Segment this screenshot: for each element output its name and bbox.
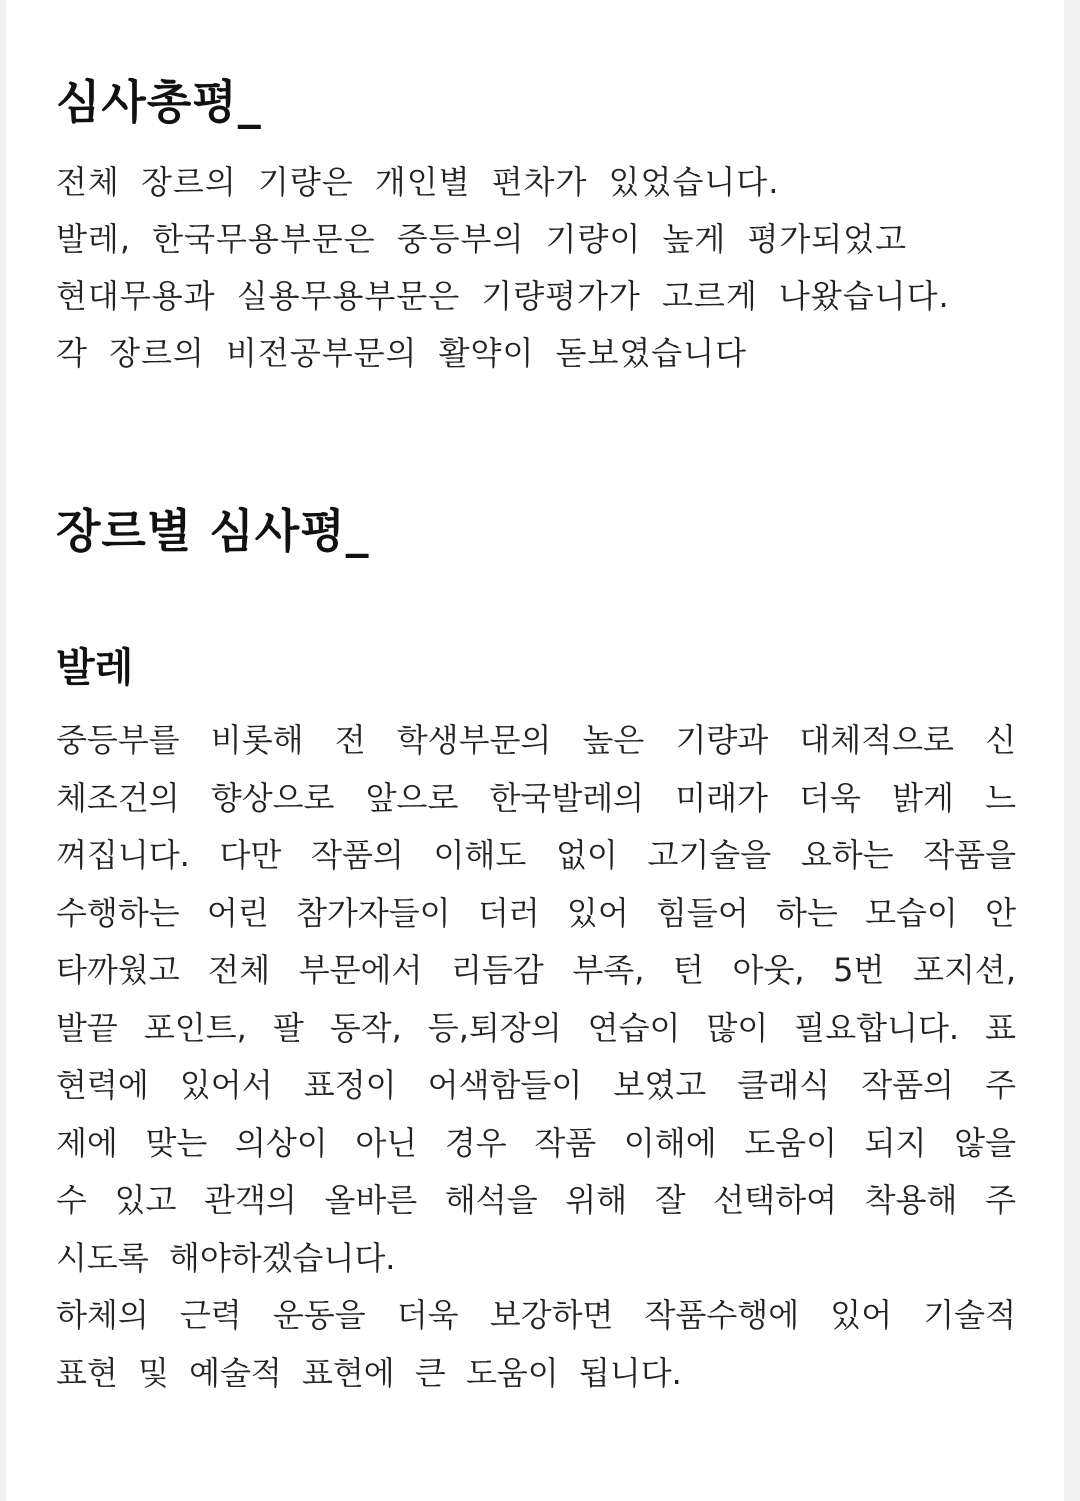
overall-review-text	[56, 154, 950, 382]
ballet-review-line: 중등부를 비롯해 전 학생부문의 높은 기량과 대체적으로 신	[56, 721, 1016, 759]
ballet-review-line: 수행하는 어린 참가자들이 더러 있어 힘들어 하는 모습이 안	[56, 893, 1016, 932]
ballet-review-line: 시도록 해야하겠습니다.	[56, 1238, 396, 1277]
ballet-heading: 발레	[56, 645, 134, 691]
genre-review-heading: 장르별 심사평_	[56, 504, 370, 558]
ballet-review-line: 수 있고 관객의 올바른 해석을 위해 잘 선택하여 착용해 주	[56, 1181, 1016, 1219]
ballet-review-line: 표현 및 예술적 표현에 큰 도움이 됩니다.	[56, 1353, 682, 1392]
overall-review-line: 전체 장르의 기량은 개인별 편차가 있었습니다.	[56, 163, 780, 201]
ballet-review-line: 체조건의 향상으로 앞으로 한국발레의 미래가 더욱 밝게 느	[56, 778, 1016, 817]
ballet-review-line: 껴집니다. 다만 작품의 이해도 없이 고기술을 요하는 작품을	[56, 836, 1016, 874]
ballet-review-line: 현력에 있어서 표정이 어색함들이 보였고 클래식 작품의 주	[56, 1066, 1016, 1104]
ballet-review-line: 타까웠고 전체 부문에서 리듬감 부족, 턴 아웃, 5번 포지션,	[56, 951, 1016, 989]
overall-review-line: 현대무용과 실용무용부문은 기량평가가 고르게 나왔습니다.	[56, 277, 950, 315]
ballet-review-line: 하체의 근력 운동을 더욱 보강하면 작품수행에 있어 기술적	[56, 1296, 1016, 1334]
overall-review-heading: 심사총평_	[56, 75, 262, 129]
ballet-review-line: 발끝 포인트, 팔 동작, 등,퇴장의 연습이 많이 필요합니다. 표	[56, 1008, 1016, 1047]
document-page	[6, 0, 1064, 1501]
overall-review-line: 각 장르의 비전공부문의 활약이 돋보였습니다	[56, 334, 748, 372]
overall-review-line: 발레, 한국무용부문은 중등부의 기량이 높게 평가되었고	[56, 220, 908, 258]
ballet-review-line: 제에 맞는 의상이 아닌 경우 작품 이해에 도움이 되지 않을	[56, 1123, 1016, 1162]
ballet-review-text	[56, 712, 1016, 1402]
